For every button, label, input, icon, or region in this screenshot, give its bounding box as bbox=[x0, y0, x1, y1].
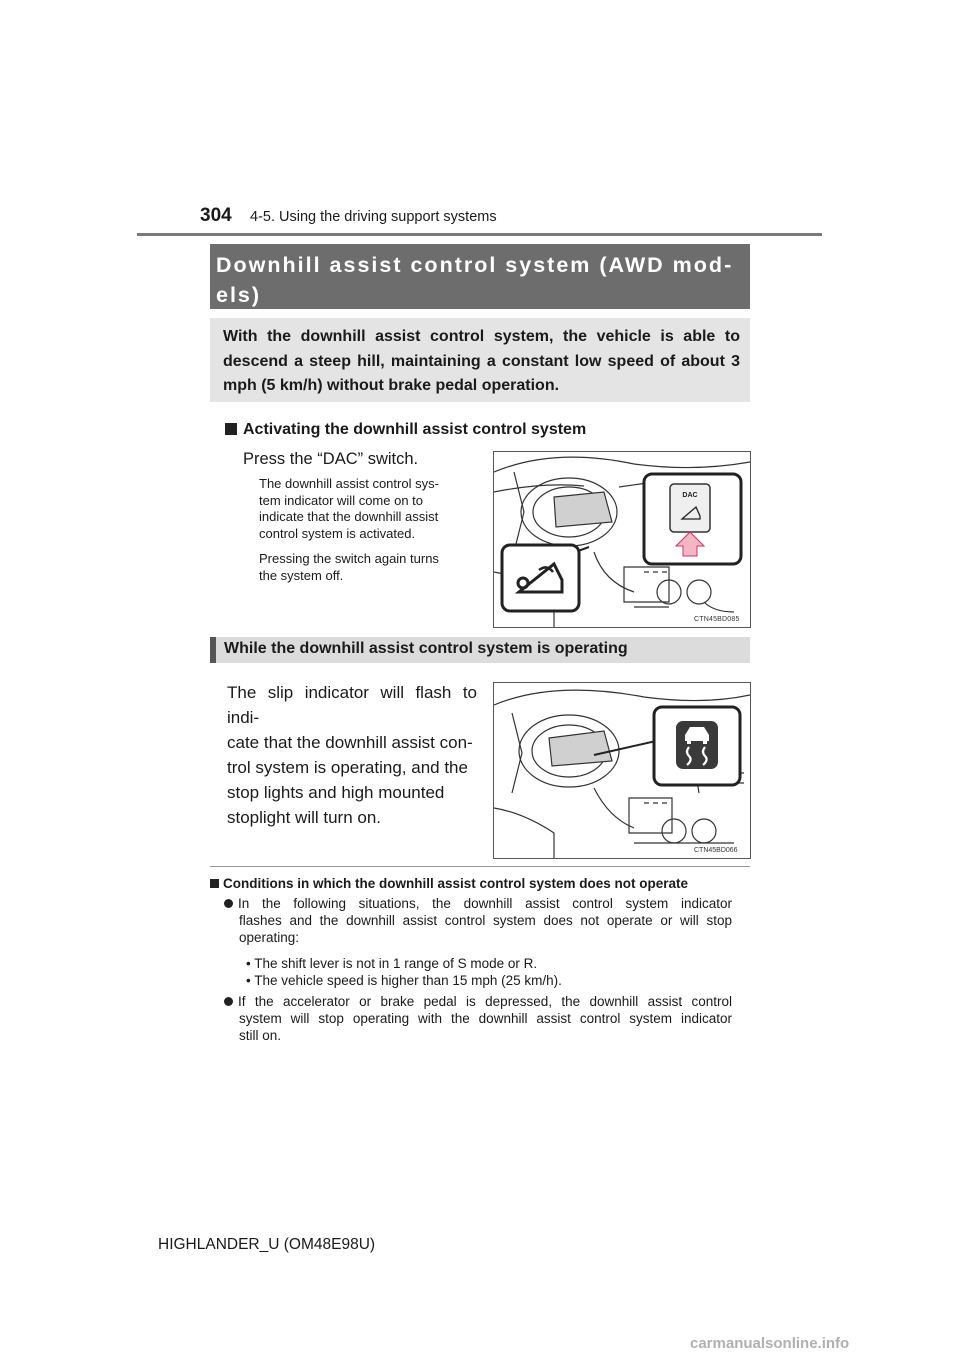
bullet-line: If the accelerator or brake pedal is depressed, the downhill assist control bbox=[238, 994, 732, 1009]
operating-description bbox=[227, 680, 477, 830]
activating-heading bbox=[225, 421, 586, 439]
bullet-line: still on. bbox=[239, 1028, 282, 1043]
operating-heading-band bbox=[210, 637, 750, 663]
intro-text: With the downhill assist control system, the vehicle is able to descend a steep hill, maintaining a constant low speed of about 3 mph (5 km/h) without brake pedal operation. bbox=[223, 328, 740, 394]
note-line: The downhill assist control sys- bbox=[259, 476, 439, 491]
operating-line: trol system is operating, and the bbox=[227, 758, 468, 777]
operating-line: stoplight will turn on. bbox=[227, 808, 382, 827]
conditions-heading-text: Conditions in which the downhill assist control system does not operate bbox=[223, 876, 689, 891]
bullet-line: operating: bbox=[239, 930, 300, 945]
condition-sub-2: • The vehicle speed is higher than 15 mph (25 km/h). bbox=[246, 973, 562, 988]
conditions-heading bbox=[210, 876, 688, 891]
bullet-line: system will stop operating with the downhill assist control system indicator bbox=[239, 1011, 732, 1026]
note-line: tem indicator will come on to bbox=[259, 492, 424, 508]
operating-line: cate that the downhill assist con- bbox=[227, 733, 473, 752]
activating-heading-text: Activating the downhill assist control system bbox=[243, 421, 587, 438]
chapter-title: 4-5. Using the driving support systems bbox=[250, 209, 497, 225]
dashboard-illustration bbox=[494, 452, 750, 627]
condition-bullet-2 bbox=[224, 993, 732, 1044]
switch-off-note bbox=[259, 551, 491, 584]
page-number: 304 bbox=[200, 205, 232, 226]
bullet-line: In the following situations, the downhill assist control system indicator bbox=[238, 896, 732, 911]
section-title bbox=[216, 250, 742, 310]
square-bullet-icon bbox=[210, 879, 219, 888]
note-line: the system off. bbox=[259, 567, 344, 583]
slip-indicator-figure bbox=[493, 682, 751, 859]
heading-accent-bar bbox=[210, 637, 216, 663]
operating-line: stop lights and high mounted bbox=[227, 783, 445, 802]
figure-code: CTN45BD085 bbox=[694, 616, 740, 623]
bullet-dot-icon bbox=[224, 997, 233, 1006]
section-divider bbox=[210, 866, 750, 867]
dac-switch-figure bbox=[493, 451, 751, 628]
condition-bullet-1 bbox=[224, 895, 732, 946]
header-divider bbox=[137, 233, 822, 236]
manual-footer: HIGHLANDER_U (OM48E98U) bbox=[158, 1236, 376, 1253]
activation-note bbox=[259, 476, 491, 542]
intro-box bbox=[210, 318, 750, 402]
dashboard-illustration bbox=[494, 683, 750, 858]
bullet-dot-icon bbox=[224, 899, 233, 908]
square-bullet-icon bbox=[225, 423, 237, 435]
condition-sub-1: • The shift lever is not in 1 range of S mode or R. bbox=[246, 956, 538, 971]
figure-code: CTN45BD066 bbox=[694, 847, 738, 854]
section-title-line-2: els) bbox=[216, 283, 262, 307]
note-line: indicate that the downhill assist bbox=[259, 509, 439, 524]
operating-line: The slip indicator will flash to indi- bbox=[227, 683, 477, 727]
bullet-line: flashes and the downhill assist control system does not operate or will stop bbox=[239, 913, 732, 928]
watermark: carmanualsonline.info bbox=[690, 1335, 850, 1352]
section-title-line-1: Downhill assist control system (AWD mod- bbox=[216, 253, 734, 277]
press-instruction: Press the “DAC” switch. bbox=[243, 450, 419, 468]
operating-heading: While the downhill assist control system is operating bbox=[224, 640, 628, 657]
note-line: control system is activated. bbox=[259, 525, 416, 541]
note-line: Pressing the switch again turns bbox=[259, 551, 439, 566]
section-title-band bbox=[210, 244, 750, 309]
dac-switch-label: DAC bbox=[682, 492, 698, 499]
